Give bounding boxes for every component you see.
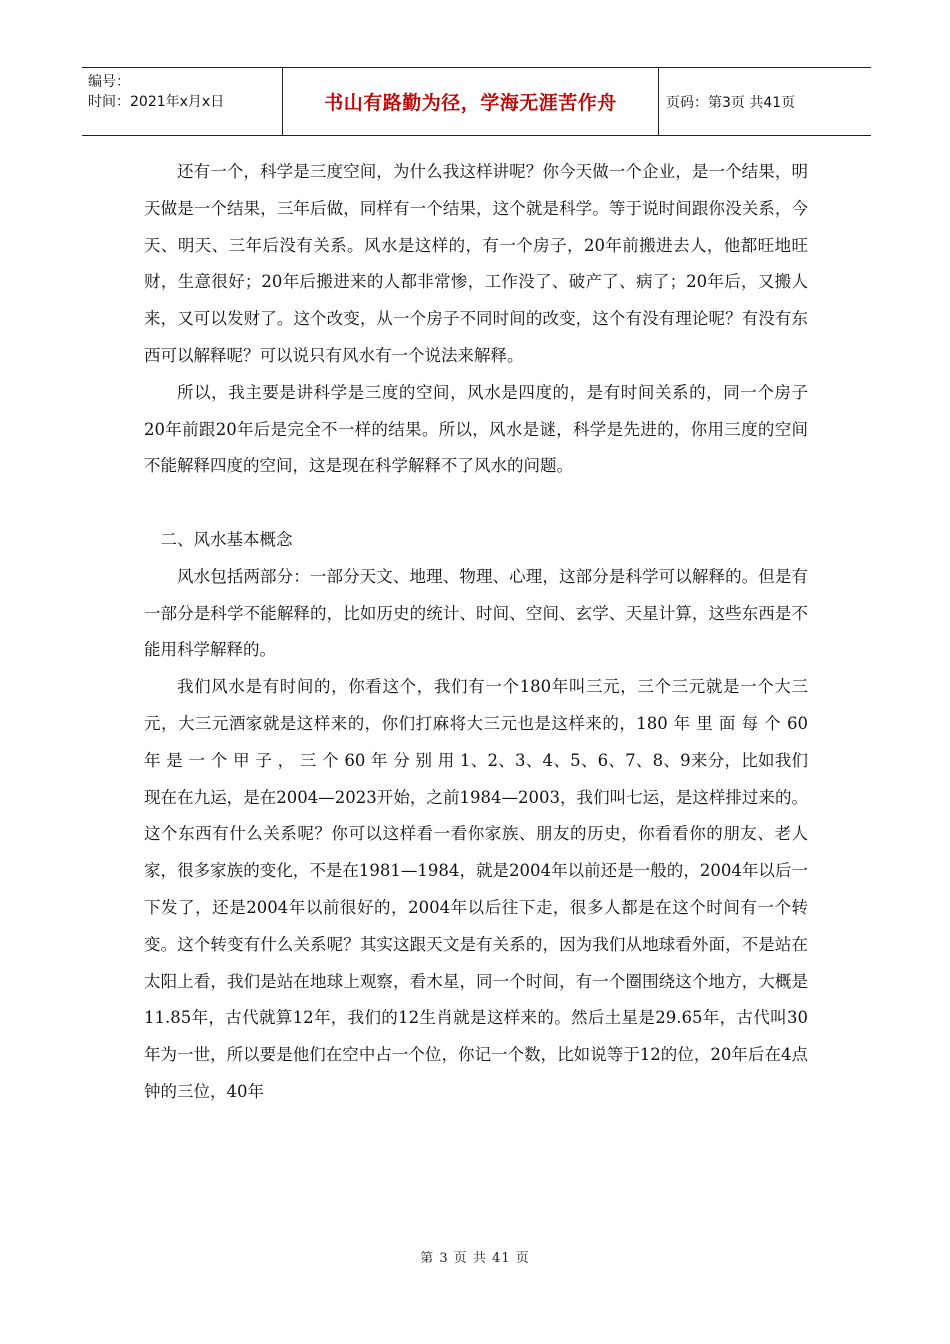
header-meta [88,72,283,112]
paragraph-3: 风水包括两部分：一部分天文、地理、物理、心理，这部分是科学可以解释的。但是有一部分是科学不能解释的，比如历史的统计、时间、空间、玄学、天星计算，这些东西是不能用科学解释的。 [144,566,808,660]
page-footer: 第 3 页 共 41 页 [420,1251,530,1266]
header-divider-right [658,68,659,135]
document-body [144,154,808,1111]
blank-line [144,485,808,522]
section-heading [144,522,808,559]
header-motto: 书山有路勤为径，学海无涯苦作舟 [324,92,617,114]
section-heading-text: 二、风水基本概念 [160,529,293,549]
paragraph-2: 所以，我主要是讲科学是三度的空间，风水是四度的，是有时间关系的，同一个房子20年前跟20年后是完全不一样的结果。所以，风水是谜，科学是先进的，你用三度的空间不能解释四度的空间，这是现在科学解释不了风水的问题。 [144,382,808,476]
paragraph-4: 我们风水是有时间的，你看这个，我们有一个180年叫三元，三个三元就是一个大三元，大三元酒家就是这样来的，你们打麻将大三元也是这样来的，180 年 里 面 每 个 60 年 是 一 个 甲 子 ， 三 个 60 年 分 别 用 1、2、3、4、5、6、7、8、9来分，比如我们现在在九运，是在2004—2023开始，之前1984—2003，我们叫七运，是这样排过来的。这个东西有什么关系呢？你可以这样看一看你家族、朋友的历史，你看看你的朋友、老人家，很多家族的变化，不是在1981—1984，就是2004年以前还是一般的，2004年以后一下发了，还是2004年以前很好的，2004年以后往下走，很多人都是在这个时间有一个转变。这个转变有什么关系呢？其实这跟天文是有关系的，因为我们从地球看外面，不是站在太阳上看，我们是站在地球上观察，看木星，同一个时间，有一个圈围绕这个地方，大概是11.85年，古代就算12年，我们的12生肖就是这样来的。然后土星是29.65年，古代叫30年为一世，所以要是他们在空中占一个位，你记一个数，比如说等于12的位，20年后在4点钟的三位，40年 [144,677,808,1101]
paragraph-1: 还有一个，科学是三度空间，为什么我这样讲呢？你今天做一个企业，是一个结果，明天做是一个结果，三年后做，同样有一个结果，这个就是科学。等于说时间跟你没关系，今天、明天、三年后没有关系。风水是这样的，有一个房子，20年前搬进去人，他都旺地旺财，生意很好；20年后搬进来的人都非常惨，工作没了、破产了、病了；20年后，又搬人来，又可以发财了。这个改变，从一个房子不同时间的改变，这个有没有理论呢？有没有东西可以解释呢？可以说只有风水有一个说法来解释。 [144,162,808,365]
document-number-label: 编号： [88,74,130,90]
document-date: 时间：2021年x月x日 [88,94,225,110]
header-page-info: 页码：第3页 共41页 [666,94,796,111]
page-header [82,67,871,136]
